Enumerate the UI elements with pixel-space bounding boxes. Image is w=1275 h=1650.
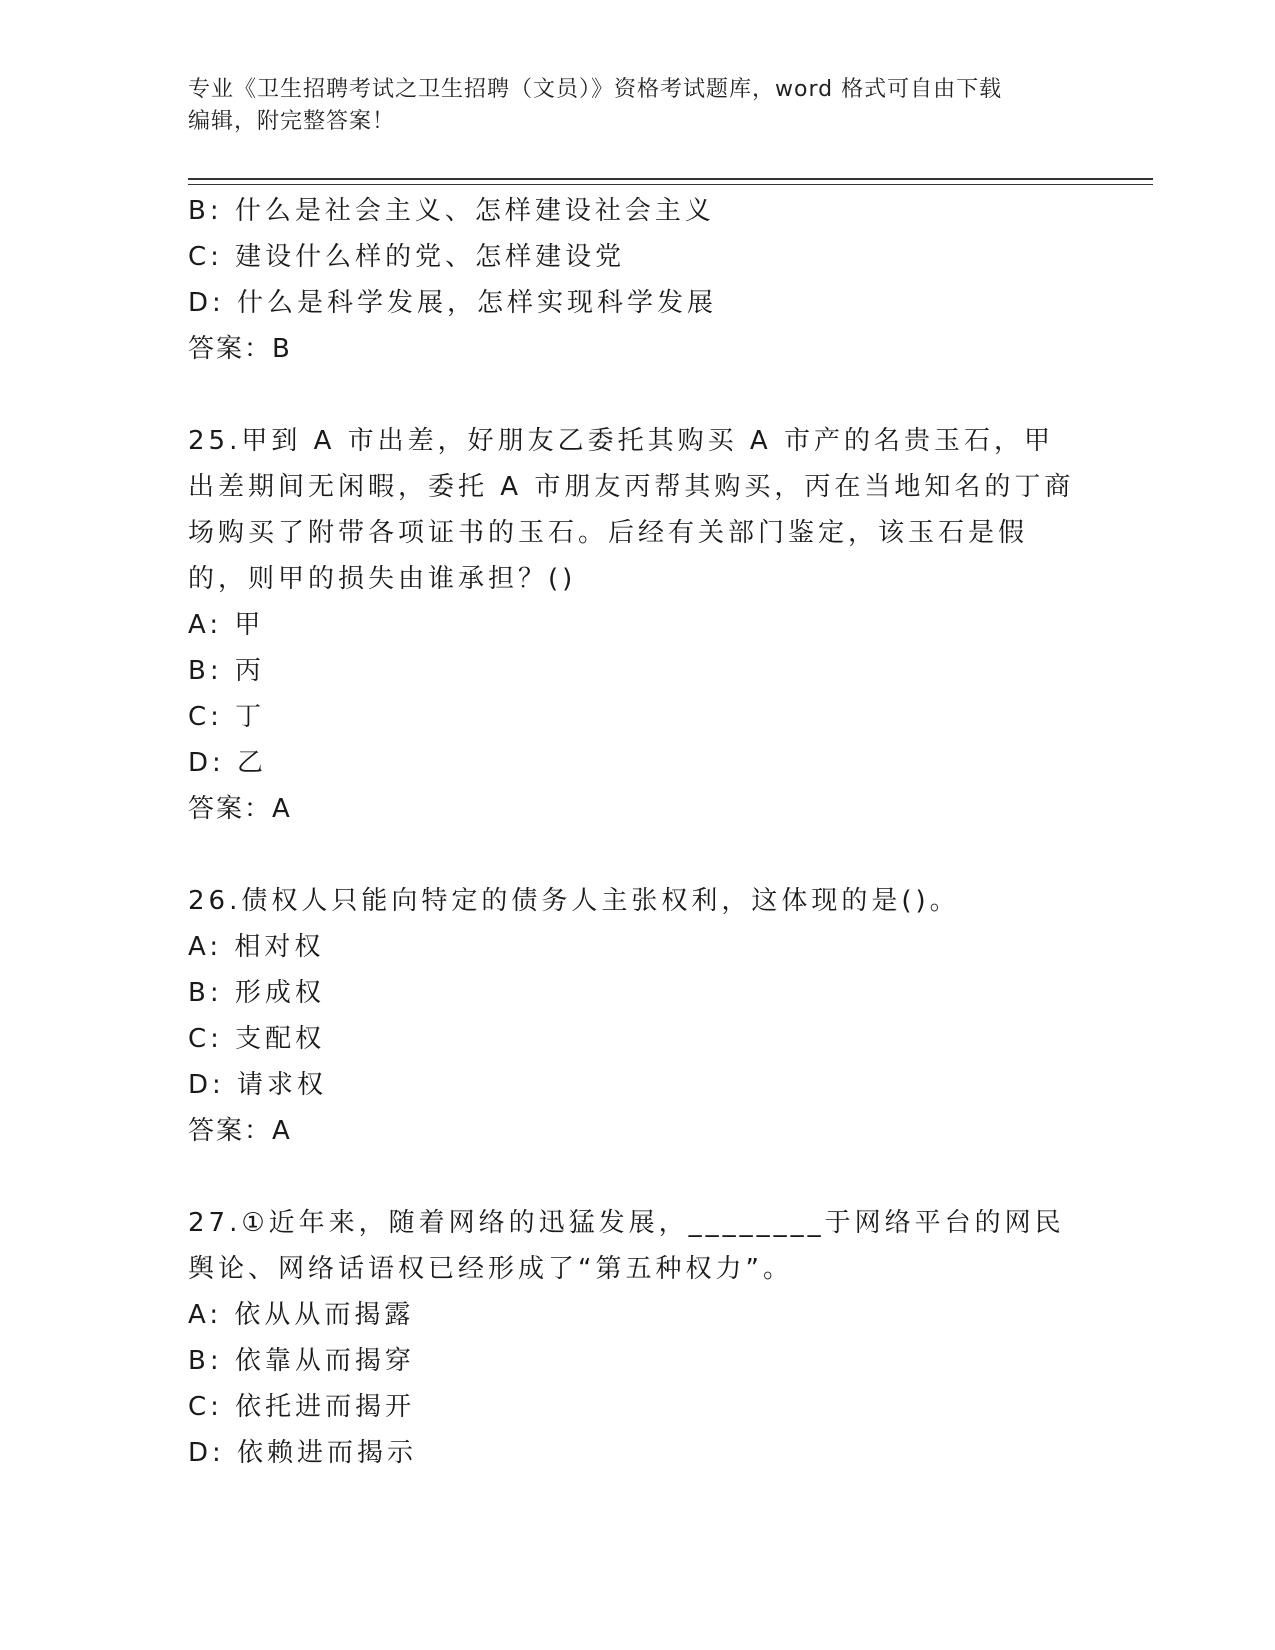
option-b: B: 丙 [188, 656, 265, 686]
answer-line: 答案：A [188, 794, 292, 824]
question-stem: 27.①近年来，随着网络的迅猛发展，________于网络平台的网民舆论、网络话语权已经形成了“第五种权力”。 [188, 1208, 1065, 1284]
question-block-27 [188, 1200, 1088, 1476]
header-line-1: 专业《卫生招聘考试之卫生招聘（文员）》资格考试题库，word 格式可自由下载 [188, 77, 1003, 102]
spacer [188, 832, 1088, 878]
header-line-2: 编辑，附完整答案！ [188, 109, 396, 134]
answer-line: 答案：B [188, 334, 292, 364]
spacer [188, 372, 1088, 418]
option-b: B: 形成权 [188, 978, 325, 1008]
document-header [188, 74, 1088, 138]
question-stem: 26.债权人只能向特定的债务人主张权利，这体现的是()。 [188, 886, 960, 916]
option-d: D: 什么是科学发展，怎样实现科学发展 [188, 288, 718, 318]
option-a: A: 依从从而揭露 [188, 1300, 415, 1330]
option-d: D: 乙 [188, 748, 268, 778]
question-content [188, 188, 1088, 1476]
option-b: B: 什么是社会主义、怎样建设社会主义 [188, 196, 715, 226]
header-rule-thin [188, 184, 1153, 185]
option-c: C: 依托进而揭开 [188, 1392, 416, 1422]
question-block-24 [188, 188, 1088, 372]
question-block-26 [188, 878, 1088, 1154]
option-a: A: 甲 [188, 610, 265, 640]
option-d: D: 依赖进而揭示 [188, 1438, 418, 1468]
option-c: C: 丁 [188, 702, 266, 732]
answer-line: 答案：A [188, 1116, 292, 1146]
question-stem: 25.甲到 A 市出差，好朋友乙委托其购买 A 市产的名贵玉石，甲出差期间无闲暇，委托 A 市朋友丙帮其购买，丙在当地知名的丁商场购买了附带各项证书的玉石。后经有关部门鉴定，该玉石是假的，则甲的损失由谁承担？() [188, 426, 1075, 594]
option-b: B: 依靠从而揭穿 [188, 1346, 415, 1376]
header-rule-thick [188, 178, 1153, 180]
option-a: A: 相对权 [188, 932, 325, 962]
option-d: D: 请求权 [188, 1070, 328, 1100]
question-block-25 [188, 418, 1088, 832]
option-c: C: 建设什么样的党、怎样建设党 [188, 242, 626, 272]
option-c: C: 支配权 [188, 1024, 326, 1054]
spacer [188, 1154, 1088, 1200]
